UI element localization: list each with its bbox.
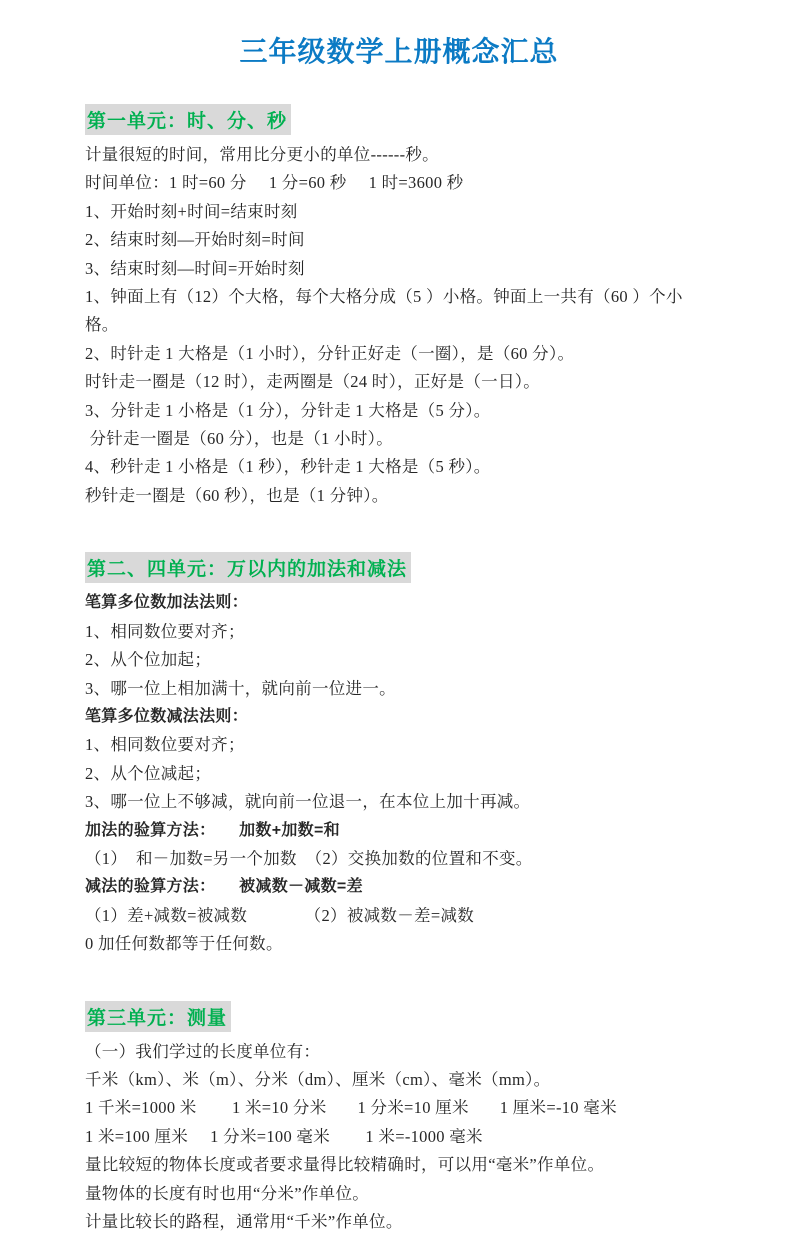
section-heading: 第二、四单元：万以内的加法和减法 [85,552,411,583]
text-line: 2、从个位加起； [85,650,212,670]
text-line: 计量比较长的路程，通常用“千米”作单位。 [85,1212,403,1231]
text-line: 时针走一圈是（12 时），走两圈是（24 时），正好是（一日）。 [85,372,541,392]
text-line: 计量很短的时间，常用比分更小的单位------秒。 [85,145,439,164]
text-line: 量物体的长度有时也用“分米”作单位。 [85,1183,370,1203]
document-title: 三年级数学上册概念汇总 [239,36,559,67]
text-line: 4、秒针走 1 小格是（1 秒），秒针走 1 大格是（5 秒）。 [85,457,491,477]
text-line: （1）差+减数=被减数 （2）被减数－差=减数 [85,905,475,925]
section-measurement [85,973,713,1236]
text-line: 1、开始时刻+时间=结束时刻 [85,201,298,221]
text-line: 2、时针走 1 大格是（1 小时），分针正好走（一圈），是（60 分）。 [85,343,575,363]
section-heading: 第一单元：时、分、秒 [85,104,291,135]
text-line: 笔算多位数减法法则： [85,707,249,725]
text-line: 1、相同数位要对齐； [85,621,245,641]
text-line: 1、相同数位要对齐； [85,735,245,755]
text-line: （1） 和－加数=另一个加数 （2）交换加数的位置和不变。 [85,848,533,868]
text-line: 3、哪一位上不够减，就向前一位退一，在本位上加十再减。 [85,792,531,812]
text-line: 0 加任何数都等于任何数。 [85,934,283,954]
text-line: 1 千米=1000 米 1 米=10 分米 1 分米=10 厘米 1 厘米=-10 毫米 [85,1098,617,1118]
text-line: 3、分针走 1 小格是（1 分），分针走 1 大格是（5 分）。 [85,400,491,420]
text-line: 2、结束时刻—开始时刻=时间 [85,230,305,250]
section-addition-subtraction [85,524,713,958]
section-body [85,1038,713,1236]
text-line: 1、钟面上有（12）个大格，每个大格分成（5 ）小格。钟面上一共有（60 ）个小格。 [85,287,683,335]
text-line: 笔算多位数加法法则： [85,594,249,612]
text-line: 1 米=100 厘米 1 分米=100 毫米 1 米=-1000 毫米 [85,1126,483,1146]
text-line: 减法的验算方法： 被减数－减数=差 [85,878,363,896]
text-line: 量比较短的物体长度或者要求量得比较精确时，可以用“毫米”作单位。 [85,1155,605,1175]
text-line: 3、结束时刻—时间=开始时刻 [85,258,305,278]
section-body [85,589,713,958]
text-line: 3、哪一位上相加满十，就向前一位进一。 [85,678,396,698]
section-time-minutes-seconds [85,104,713,510]
section-heading: 第三单元：测量 [85,1001,231,1032]
text-line: （一）我们学过的长度单位有： [85,1041,321,1061]
section-body [85,141,713,510]
text-line: 加法的验算方法： 加数+加数=和 [85,821,340,839]
text-line: 时间单位：1 时=60 分 1 分=60 秒 1 时=3600 秒 [85,173,464,193]
text-line: 千米（km）、米（m）、分米（dm）、厘米（cm）、毫米（mm）。 [85,1069,551,1089]
text-line: 分针走一圈是（60 分），也是（1 小时）。 [85,429,394,449]
text-line: 2、从个位减起； [85,763,212,783]
text-line: 秒针走一圈是（60 秒），也是（1 分钟）。 [85,485,389,505]
